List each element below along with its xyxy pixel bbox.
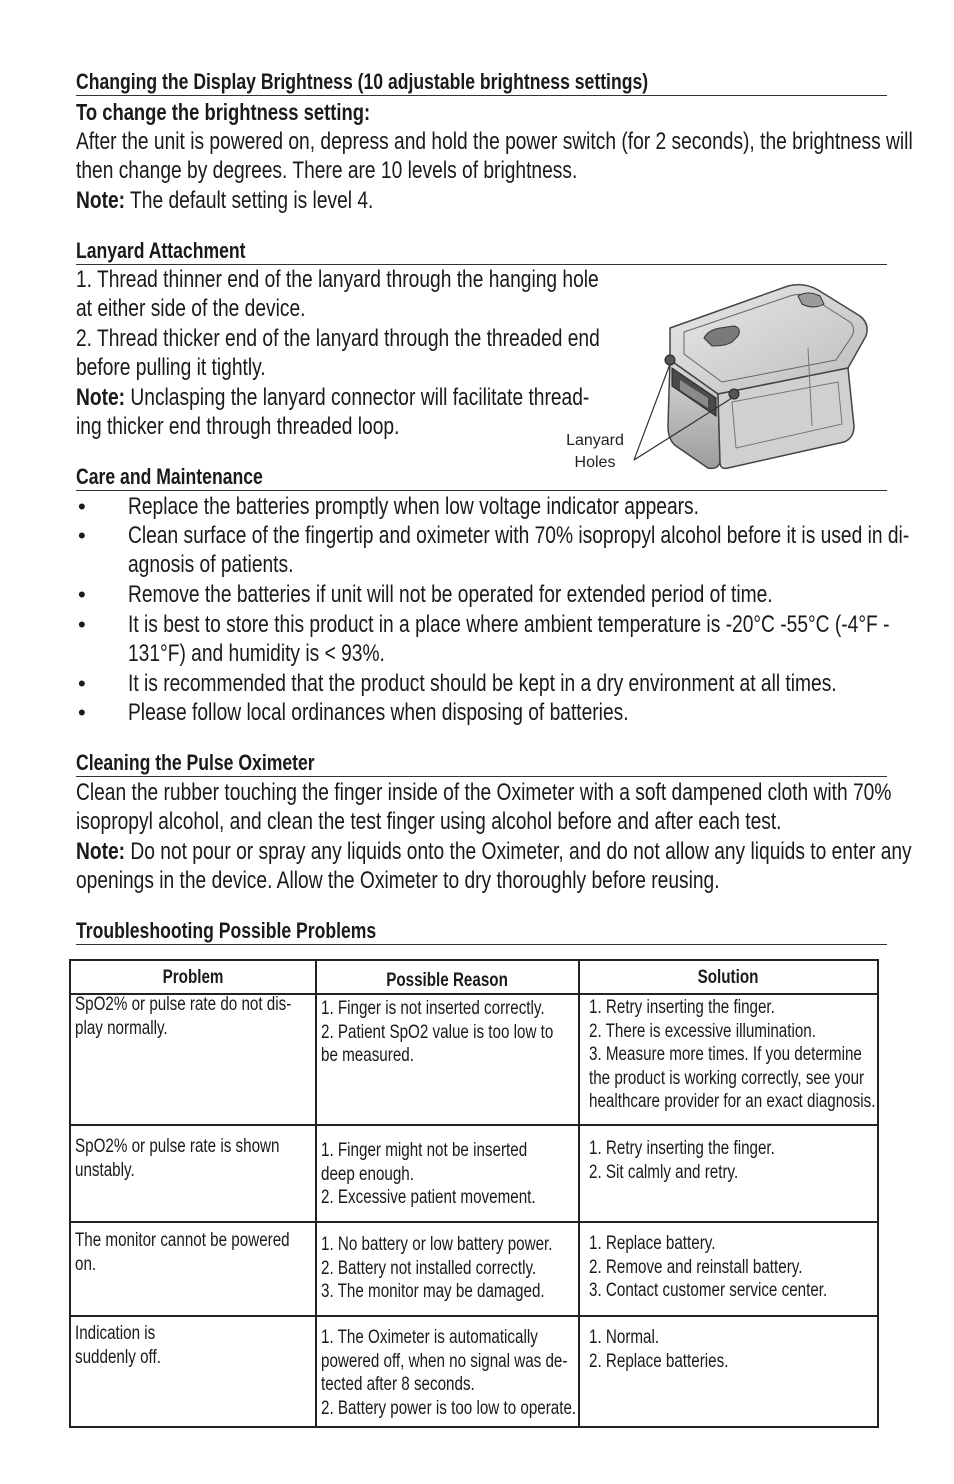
lanyard-line-3: 2. Thread thicker end of the lanyard through the threaded end [76, 325, 600, 352]
problem-cell: Indication is suddenly off. [75, 1323, 161, 1368]
cleaning-line-2: isopropyl alcohol, and clean the test finger using alcohol before and after each test. [76, 808, 782, 835]
reason-cell: 1. Finger might not be inserted deep enough. 2. Excessive patient movement. [321, 1140, 536, 1208]
lanyard-line-4: before pulling it tightly. [76, 354, 266, 381]
list-item: It is recommended that the product should be kept in a dry environment at all times. [128, 670, 837, 697]
lanyard-note-2: ing thicker end through threaded loop. [76, 413, 400, 440]
list-item-continuation: 131°F) and humidity is < 93%. [128, 640, 385, 667]
lanyard-heading: Lanyard Attachment [76, 238, 887, 265]
cleaning-line-1: Clean the rubber touching the finger inside of the Oximeter with a soft dampened cloth with 70% [76, 779, 892, 806]
column-divider [578, 959, 580, 1426]
solution-cell: 1. Retry inserting the finger. 2. Sit calmly and retry. [589, 1138, 775, 1183]
reason-cell: 1. Finger is not inserted correctly. 2. Patient SpO2 value is too low to be measured. [321, 998, 554, 1066]
bullet-marker: • [78, 700, 86, 725]
column-divider [315, 959, 317, 1426]
row-divider [69, 1221, 877, 1223]
problem-cell: SpO2% or pulse rate is shown unstably. [75, 1136, 280, 1181]
row-divider [69, 1124, 877, 1126]
table-header-problem: Problem [162, 967, 224, 988]
brightness-note: Note: The default setting is level 4. [76, 187, 374, 214]
bullet-marker: • [78, 582, 86, 607]
lanyard-line-2: at either side of the device. [76, 295, 306, 322]
solution-cell: 1. Normal. 2. Replace batteries. [589, 1327, 729, 1372]
list-item: Replace the batteries promptly when low voltage indicator appears. [128, 493, 699, 520]
brightness-line-2: then change by degrees. There are 10 levels of brightness. [76, 157, 578, 184]
reason-cell: 1. No battery or low battery power. 2. Battery not installed correctly. 3. The monitor may be damaged. [321, 1234, 553, 1302]
brightness-heading: Changing the Display Brightness (10 adjustable brightness settings) [76, 69, 887, 96]
list-item-continuation: agnosis of patients. [128, 551, 294, 578]
solution-cell: 1. Retry inserting the finger. 2. There is excessive illumination. 3. Measure more times. If you determine the product is working correctly, see your healthcare provider for an exact diagnosis. [589, 997, 876, 1112]
brightness-line-1: After the unit is powered on, depress and hold the power switch (for 2 seconds), the brightness will [76, 128, 913, 155]
list-item: Clean surface of the fingertip and oximeter with 70% isopropyl alcohol before it is used in di- [128, 522, 910, 549]
solution-cell: 1. Replace battery. 2. Remove and reinstall battery. 3. Contact customer service center. [589, 1233, 828, 1301]
problem-cell: The monitor cannot be powered on. [75, 1230, 290, 1275]
bullet-marker: • [78, 671, 86, 696]
lanyard-note-1: Note: Unclasping the lanyard connector will facilitate thread- [76, 384, 590, 411]
list-item: Remove the batteries if unit will not be operated for extended period of time. [128, 581, 773, 608]
lanyard-line-1: 1. Thread thinner end of the lanyard through the hanging hole [76, 266, 599, 293]
oximeter-drawing [608, 276, 878, 472]
cleaning-note-2: openings in the device. Allow the Oximeter to dry thoroughly before reusing. [76, 867, 720, 894]
lanyard-holes-label: Lanyard Holes [566, 432, 624, 471]
table-header-solution: Solution [697, 967, 758, 988]
cleaning-heading: Cleaning the Pulse Oximeter [76, 750, 887, 777]
troubleshooting-table [69, 959, 877, 1426]
table-header-reason: Possible Reason [386, 970, 509, 991]
list-item: It is best to store this product in a place where ambient temperature is -20°C -55°C (-4°F - [128, 611, 890, 638]
bullet-marker: • [78, 523, 86, 548]
row-divider [69, 1315, 877, 1317]
oximeter-illustration [608, 276, 878, 472]
cleaning-note-1: Note: Do not pour or spray any liquids onto the Oximeter, and do not allow any liquids to enter any [76, 838, 912, 865]
bullet-marker: • [78, 494, 86, 519]
troubleshooting-heading: Troubleshooting Possible Problems [76, 918, 887, 945]
care-heading: Care and Maintenance [76, 464, 887, 491]
problem-cell: SpO2% or pulse rate do not dis- play normally. [75, 994, 292, 1039]
reason-cell: 1. The Oximeter is automatically powered off, when no signal was de- tected after 8 seconds. 2. Battery power is too low to operate. [321, 1327, 577, 1419]
list-item: Please follow local ordinances when disposing of batteries. [128, 699, 629, 726]
brightness-subheading: To change the brightness setting: [76, 99, 371, 125]
bullet-marker: • [78, 612, 86, 637]
